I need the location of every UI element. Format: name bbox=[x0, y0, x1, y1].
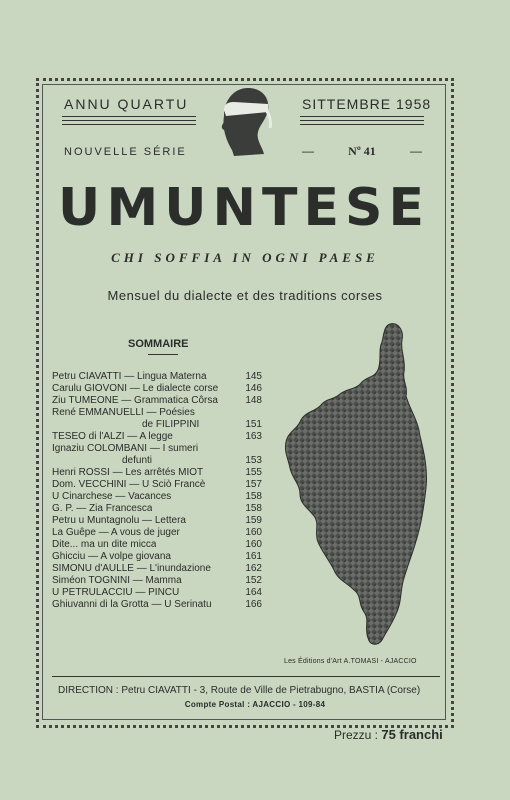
contents-entry bbox=[52, 455, 262, 467]
entry-title: Ghiuvanni di la Grotta — U Serinatu bbox=[52, 599, 212, 610]
entry-title: Ghicciu — A volpe giovana bbox=[52, 551, 171, 562]
contents-entry bbox=[52, 587, 262, 599]
entry-page: 145 bbox=[245, 371, 262, 382]
contents-entry bbox=[52, 563, 262, 575]
entry-title: U Cinarchese — Vacances bbox=[52, 491, 172, 502]
year-label: ANNU QUARTU bbox=[64, 96, 189, 112]
contents-entry bbox=[52, 419, 262, 431]
entry-page: 155 bbox=[245, 467, 262, 478]
entry-page: 162 bbox=[245, 563, 262, 574]
motto: CHI SOFFIA IN OGNI PAESE bbox=[111, 250, 379, 265]
entry-page: 166 bbox=[245, 599, 262, 610]
footer-rule bbox=[52, 676, 440, 677]
contents-entry bbox=[52, 515, 262, 527]
contents-entry bbox=[52, 407, 262, 419]
entry-title: Siméon TOGNINI — Mamma bbox=[52, 575, 182, 586]
direction-address: DIRECTION : Petru CIAVATTI - 3, Route de Ville de Pietrabugno, BASTIA (Corse) bbox=[58, 685, 421, 696]
entry-title: G. P. — Zia Francesca bbox=[52, 503, 153, 514]
contents-heading: SOMMAIRE bbox=[128, 338, 189, 350]
entry-page: 151 bbox=[245, 419, 262, 430]
entry-page: 158 bbox=[245, 491, 262, 502]
entry-title: de FILIPPINI bbox=[142, 419, 200, 430]
publisher-credit: Les Éditions d'Art A.TOMASI - AJACCIO bbox=[284, 658, 417, 665]
price: Prezzu : 75 franchi bbox=[334, 727, 443, 742]
entry-page: 159 bbox=[245, 515, 262, 526]
subtitle: Mensuel du dialecte et des traditions corses bbox=[107, 288, 383, 303]
contents-entry bbox=[52, 539, 262, 551]
header-rules-right bbox=[300, 116, 424, 126]
entry-page: 148 bbox=[245, 395, 262, 406]
entry-title: Dite... ma un dite micca bbox=[52, 539, 157, 550]
header-rules-left bbox=[62, 116, 196, 126]
entry-title: defunti bbox=[122, 455, 153, 466]
contents-entry bbox=[52, 371, 262, 383]
entry-title: René EMMANUELLI — Poésies bbox=[52, 407, 195, 418]
table-of-contents bbox=[52, 371, 262, 611]
contents-entry bbox=[52, 383, 262, 395]
entry-title: Petru CIAVATTI — Lingua Materna bbox=[52, 371, 207, 382]
entry-page: 153 bbox=[245, 455, 262, 466]
masthead-title: U MUNTESE bbox=[58, 178, 430, 238]
entry-page: 158 bbox=[245, 503, 262, 514]
entry-title: La Guêpe — A vous de juger bbox=[52, 527, 180, 538]
corsica-map-image bbox=[278, 320, 436, 650]
entry-title: Carulu GIOVONI — Le dialecte corse bbox=[52, 383, 219, 394]
contents-entry bbox=[52, 503, 262, 515]
entry-page: 163 bbox=[245, 431, 262, 442]
entry-title: Petru u Muntagnolu — Lettera bbox=[52, 515, 186, 526]
heading-rule bbox=[148, 354, 178, 355]
postal-account: Compte Postal : AJACCIO - 109-84 bbox=[184, 700, 326, 709]
entry-page: 152 bbox=[245, 575, 262, 586]
entry-page: 160 bbox=[245, 527, 262, 538]
entry-page: 161 bbox=[245, 551, 262, 562]
date-label: SITTEMBRE 1958 bbox=[302, 96, 432, 112]
entry-title: U PETRULACCIU — PINCU bbox=[52, 587, 180, 598]
contents-entry bbox=[52, 431, 262, 443]
issue-number: — Nº 41 — bbox=[302, 144, 422, 158]
entry-title: Henri ROSSI — Les arrêtés MIOT bbox=[52, 467, 204, 478]
contents-entry bbox=[52, 467, 262, 479]
contents-entry bbox=[52, 551, 262, 563]
entry-title: Ignaziu COLOMBANI — I sumeri bbox=[52, 443, 199, 454]
moor-head-icon bbox=[212, 80, 276, 158]
entry-page: 164 bbox=[245, 587, 262, 598]
entry-title: SIMONU d'AULLE — L'inundazione bbox=[52, 563, 211, 574]
contents-entry bbox=[52, 395, 262, 407]
contents-entry bbox=[52, 491, 262, 503]
entry-title: TESEO di l'ALZI — A legge bbox=[52, 431, 173, 442]
entry-title: Dom. VECCHINI — U Sciò Francè bbox=[52, 479, 206, 490]
contents-entry bbox=[52, 575, 262, 587]
contents-entry bbox=[52, 599, 262, 611]
entry-page: 160 bbox=[245, 539, 262, 550]
series-label: NOUVELLE SÉRIE bbox=[64, 146, 187, 158]
entry-page: 146 bbox=[245, 383, 262, 394]
entry-page: 157 bbox=[245, 479, 262, 490]
contents-entry bbox=[52, 527, 262, 539]
contents-entry bbox=[52, 443, 262, 455]
entry-title: Ziu TUMEONE — Grammatica Côrsa bbox=[52, 395, 218, 406]
contents-entry bbox=[52, 479, 262, 491]
